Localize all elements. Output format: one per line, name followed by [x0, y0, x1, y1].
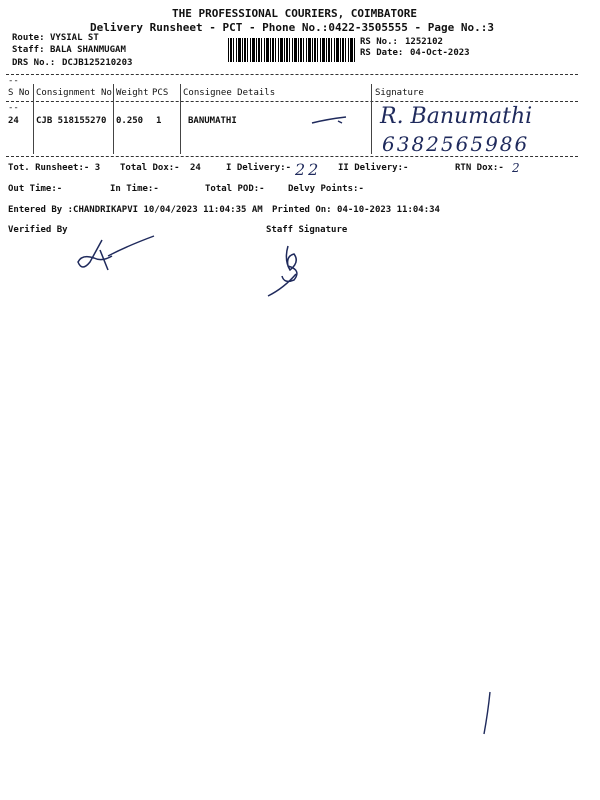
- col-header-weight: Weight: [116, 88, 149, 98]
- rs-no-label: RS No.:: [360, 37, 398, 47]
- tot-runsheet: Tot. Runsheet:- 3: [8, 163, 101, 173]
- divider: [6, 74, 578, 75]
- total-dox-value: 24: [190, 163, 201, 173]
- column-separator: [371, 84, 372, 154]
- cell-sno: 24: [8, 116, 19, 126]
- out-time-label: Out Time:-: [8, 184, 63, 194]
- pen-mark-icon: [310, 114, 350, 128]
- divider: [6, 101, 578, 102]
- cell-weight: 0.250: [116, 116, 144, 126]
- verifier-signature-icon: [72, 232, 162, 277]
- rtn-dox-label: RTN Dox:-: [455, 163, 504, 173]
- staff-label: Staff:: [12, 45, 45, 55]
- rs-date-label: RS Date:: [360, 48, 404, 58]
- staff-signature-icon: [262, 240, 322, 300]
- total-dox-label: Total Dox:-: [120, 163, 180, 173]
- verified-by-label: Verified By: [8, 225, 68, 235]
- pen-stroke-icon: [480, 688, 494, 738]
- col-header-consignee: Consignee Details: [183, 88, 276, 98]
- col-header-sno: S No: [8, 88, 30, 98]
- route-label: Route:: [12, 33, 45, 43]
- col-header-consignment: Consignment No: [36, 88, 112, 98]
- i-delivery-value: 22: [295, 160, 322, 179]
- printed-on: Printed On: 04-10-2023 11:04:34: [272, 205, 440, 215]
- staff-signature-label: Staff Signature: [266, 225, 348, 235]
- i-delivery-label: I Delivery:-: [226, 163, 292, 173]
- divider: [6, 156, 578, 157]
- signature-phone: 6382565986: [382, 132, 530, 156]
- cell-consignment: CJB 518155270: [36, 116, 107, 126]
- total-pod-label: Total POD:-: [205, 184, 265, 194]
- row-dashes: --: [8, 76, 19, 86]
- rs-no-value: 1252102: [405, 37, 443, 47]
- column-separator: [113, 84, 114, 154]
- route-value: VYSIAL ST: [50, 33, 99, 43]
- signature-name: R. Banumathi: [380, 104, 533, 129]
- column-separator: [180, 84, 181, 154]
- cell-pcs: 1: [156, 116, 162, 126]
- column-separator: [33, 84, 34, 154]
- ii-delivery-label: II Delivery:-: [338, 163, 409, 173]
- delvy-points-label: Delvy Points:-: [288, 184, 364, 194]
- rtn-dox-value: 2: [512, 161, 520, 175]
- runsheet-title: Delivery Runsheet - PCT - Phone No.:0422-3505555 - Page No.:3: [90, 21, 494, 34]
- rs-date-value: 04-Oct-2023: [410, 48, 470, 58]
- in-time-label: In Time:-: [110, 184, 159, 194]
- entered-by: Entered By :CHANDRIKAPVI 10/04/2023 11:04:35 AM: [8, 205, 263, 215]
- cell-consignee: BANUMATHI: [188, 116, 237, 126]
- barcode-icon: [228, 38, 356, 62]
- col-header-signature: Signature: [375, 88, 424, 98]
- drs-label: DRS No.:: [12, 58, 56, 68]
- col-header-pcs: PCS: [152, 88, 169, 98]
- row-dashes: --: [8, 103, 19, 113]
- company-title: THE PROFESSIONAL COURIERS, COIMBATORE: [172, 7, 418, 20]
- staff-value: BALA SHANMUGAM: [50, 45, 126, 55]
- drs-value: DCJB125210203: [62, 58, 133, 68]
